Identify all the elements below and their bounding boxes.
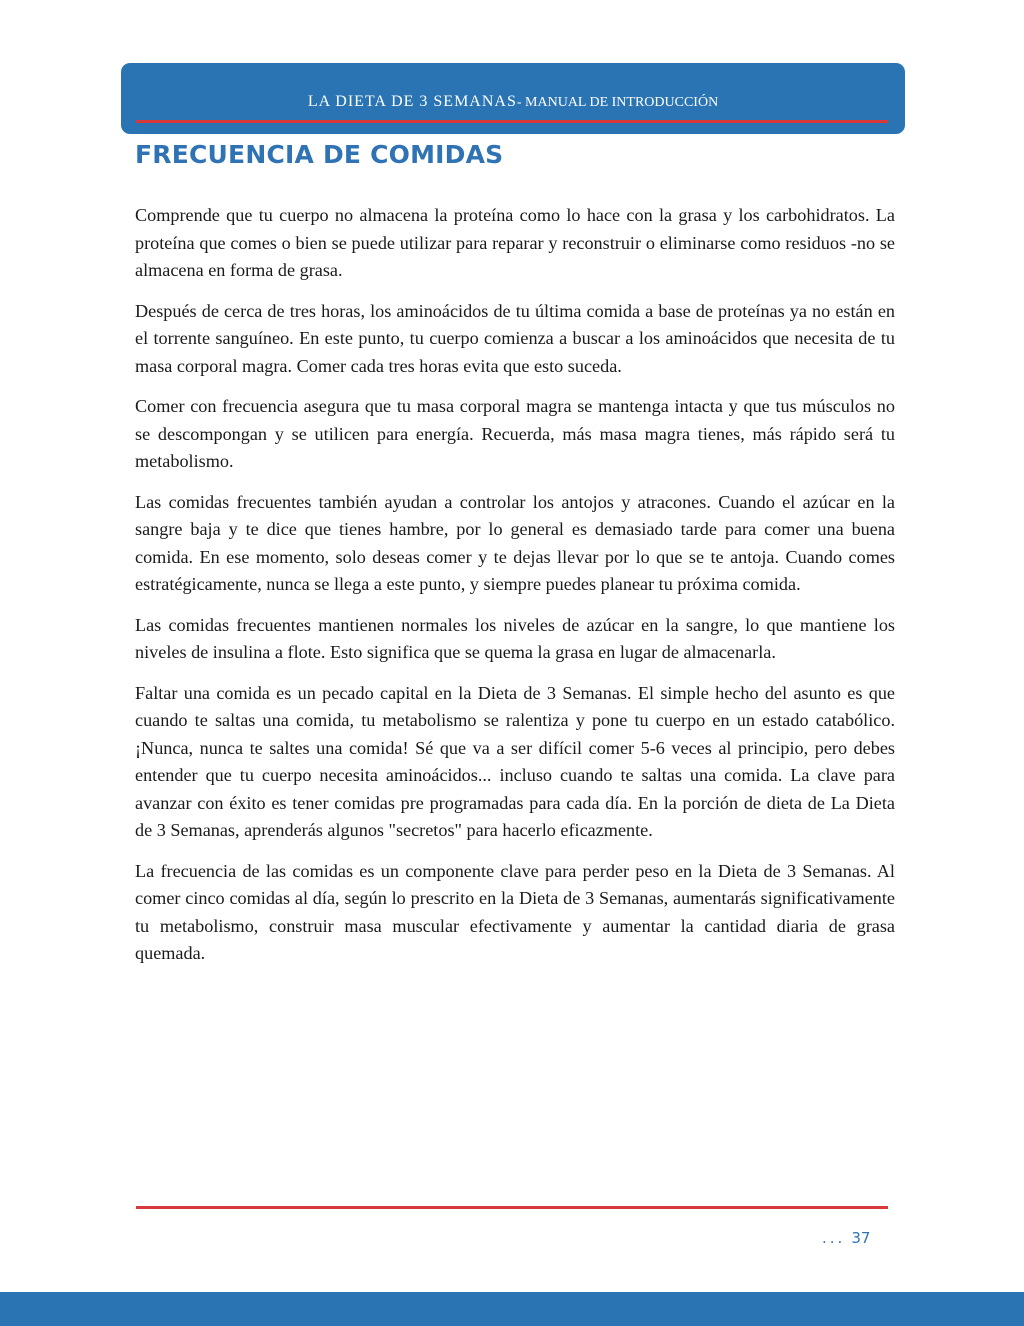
running-header <box>121 92 905 113</box>
page-number-value: 37 <box>851 1229 871 1247</box>
running-header-title: LA DIETA DE 3 SEMANAS <box>307 93 517 110</box>
paragraph-2: Después de cerca de tres horas, los aminoácidos de tu última comida a base de proteínas ya no están en el torrente sanguíneo. En este punto, tu cuerpo comienza a buscar a los aminoácidos que necesita de tu masa corporal magra. Comer cada tres horas evita que esto suceda. <box>135 300 895 376</box>
page-number-dots: ... <box>822 1229 846 1247</box>
footer-divider <box>136 1206 888 1209</box>
footer-band <box>0 1292 1024 1326</box>
paragraph-4: Las comidas frecuentes también ayudan a controlar los antojos y atracones. Cuando el azúcar en la sangre baja y te dice que tienes hambre, por lo general es demasiado tarde para comer una buena comida. En ese momento, solo deseas comer y te dejas llevar por lo que se te antoja. Cuando comes estratégicamente, nunca se llega a este punto, y siempre puedes planear tu próxima comida. <box>135 491 895 594</box>
page-title: FRECUENCIA DE COMIDAS <box>135 140 504 169</box>
header-band <box>121 63 905 134</box>
body-text <box>135 202 895 981</box>
paragraph-6: Faltar una comida es un pecado capital en la Dieta de 3 Semanas. El simple hecho del asunto es que cuando te saltas una comida, tu metabolismo se ralentiza y pone tu cuerpo en un estado catabólico. ¡Nunca, nunca te saltes una comida! Sé que va a ser difícil comer 5-6 veces al principio, pero debes entender que tu cuerpo necesita aminoácidos... incluso cuando te saltas una comida. La clave para avanzar con éxito es tener comidas pre programadas para cada día. En la porción de dieta de La Dieta de 3 Semanas, aprenderás algunos "secretos" para hacerlo eficazmente. <box>135 682 895 840</box>
paragraph-7: La frecuencia de las comidas es un componente clave para perder peso en la Dieta de 3 Semanas. Al comer cinco comidas al día, según lo prescrito en la Dieta de 3 Semanas, aumentarás significativamente tu metabolismo, construir masa muscular efectivamente y aumentar la cantidad diaria de grasa quemada. <box>135 860 895 963</box>
running-header-subtitle: - MANUAL DE INTRODUCCIÓN <box>516 95 719 110</box>
header-divider <box>136 120 888 123</box>
paragraph-1: Comprende que tu cuerpo no almacena la proteína como lo hace con la grasa y los carbohidratos. La proteína que comes o bien se puede utilizar para reparar y reconstruir o eliminarse como residuos -no se almacena en forma de grasa. <box>135 205 895 280</box>
page-number <box>822 1229 870 1247</box>
paragraph-3: Comer con frecuencia asegura que tu masa corporal magra se mantenga intacta y que tus músculos no se descompongan y se utilicen para energía. Recuerda, más masa magra tienes, más rápido será tu metabolismo. <box>135 396 895 471</box>
paragraph-5: Las comidas frecuentes mantienen normales los niveles de azúcar en la sangre, lo que mantiene los niveles de insulina a flote. Esto significa que se quema la grasa en lugar de almacenarla. <box>135 614 895 662</box>
